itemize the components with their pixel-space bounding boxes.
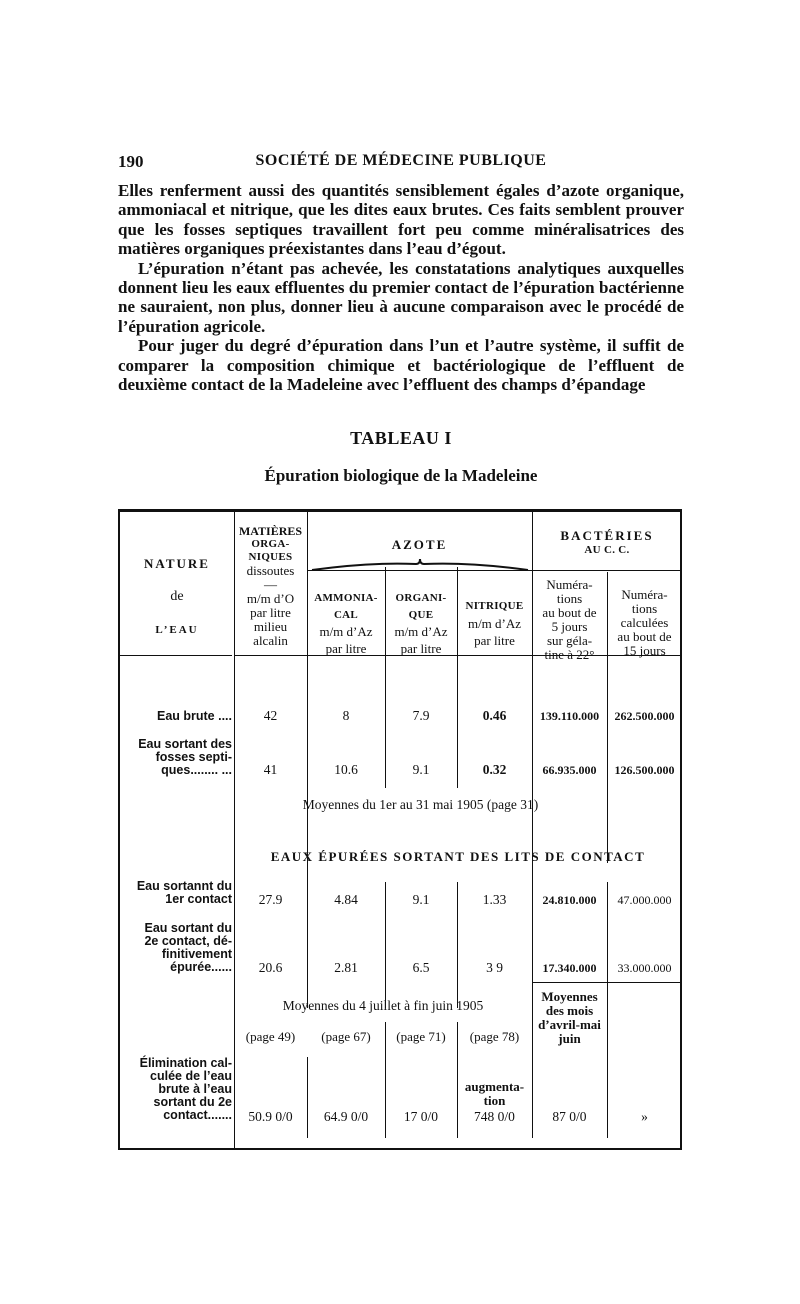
cell-ammoniacal: 2.81	[334, 960, 358, 975]
row-label-line: ques........ ...	[161, 763, 232, 777]
row-label-line: Eau sortant du	[144, 921, 232, 935]
column-rule	[307, 1057, 308, 1138]
cell-numeration: 66.935.000	[542, 763, 597, 777]
header-calculees-line: Numéra-	[621, 587, 668, 602]
header-calculees	[607, 588, 682, 658]
cell-nitrique: 1.33	[482, 892, 507, 907]
header-numeration-line: 5 jours	[551, 619, 588, 634]
moyennes-avril-line: Moyennes	[541, 989, 598, 1004]
row-label	[124, 710, 232, 723]
header-ammoniacal	[307, 592, 385, 656]
header-matieres-line: m/m d’O	[246, 591, 295, 606]
header-calculees-line: 15 jours	[623, 643, 666, 658]
header-calculees-line: tions	[631, 601, 658, 616]
header-matieres-line: —	[264, 577, 277, 592]
row-label-line: finitivement	[161, 947, 232, 961]
row-label	[124, 880, 232, 906]
row-label-line: 2e contact, dé-	[144, 934, 232, 948]
row-label-line: Eau sortant des	[138, 737, 232, 751]
header-bacteries: BACTÉRIES	[560, 528, 654, 543]
moyennes-avril-line: juin	[558, 1031, 581, 1046]
cell-ammoniacal: 10.6	[334, 762, 358, 777]
cell-numeration: 87 0/0	[552, 1109, 587, 1124]
header-numeration-line: au bout de	[542, 605, 597, 620]
cell-ammoniacal: 64.9 0/0	[323, 1109, 369, 1124]
header-organique-line: par litre	[400, 641, 442, 656]
row-label-line: brute à l’eau	[158, 1082, 232, 1096]
cell-nitrique: 3 9	[486, 960, 503, 975]
cell-matieres: 41	[263, 762, 278, 777]
cell-organique: 9.1	[412, 892, 430, 907]
cell-calculees: 33.000.000	[617, 961, 672, 975]
header-ammoniacal-line: AMMONIA-	[314, 592, 378, 604]
header-organique-line: QUE	[408, 609, 434, 621]
page-ref: (page 67)	[321, 1029, 371, 1044]
header-ammoniacal-line: CAL	[333, 609, 359, 621]
page-ref: (page 78)	[469, 1029, 520, 1044]
augmentation-line: tion	[483, 1093, 506, 1108]
header-calculees-line: au bout de	[617, 629, 672, 644]
cell-organique: 9.1	[412, 762, 430, 777]
cell-numeration: 24.810.000	[542, 893, 597, 907]
table-subtitle: Épuration biologique de la Madeleine	[264, 466, 538, 485]
cell-calculees: »	[641, 1109, 648, 1124]
header-organique	[385, 592, 457, 656]
header-nitrique-line: par litre	[474, 633, 515, 648]
header-numeration-line: sur géla-	[546, 633, 593, 648]
moyennes-mai: Moyennes du 1er au 31 mai 1905 (page 31)	[302, 797, 539, 812]
header-matieres	[234, 524, 307, 648]
row-label-line: contact.......	[163, 1108, 232, 1122]
row-label	[124, 1057, 232, 1122]
cell-organique: 6.5	[412, 960, 430, 975]
header-nature: NATURE	[144, 556, 210, 571]
paragraph: L’épuration n’étant pas achevée, les constatations analytiques auxquelles donnent lieu les eaux effluentes du premier contact de l’épuration bactérienne ne sauraient, non plus, donner lieu à aucune comparaison avec le procédé de l’épuration agricole.	[118, 258, 684, 336]
data-table	[118, 509, 682, 1150]
header-numeration-line: tions	[556, 591, 583, 606]
page-ref: (page 71)	[396, 1029, 446, 1044]
header-nitrique-line: NITRIQUE	[465, 600, 524, 612]
header-numeration-line: Numéra-	[546, 577, 593, 592]
header-matieres-line: milieu	[253, 619, 288, 634]
row-label-line: Eau brute ....	[156, 709, 232, 723]
cell-calculees: 47.000.000	[617, 893, 672, 907]
row-label-line: épurée......	[170, 960, 232, 974]
column-rule	[607, 882, 608, 1138]
header-organique-line: ORGANI-	[395, 592, 447, 604]
cell-nitrique: 748 0/0	[474, 1109, 515, 1124]
row-label-line: fosses septi-	[155, 750, 232, 764]
cell-numeration: 17.340.000	[542, 961, 597, 975]
cell-nitrique: 0.32	[482, 762, 507, 777]
paragraph: Elles renferment aussi des quantités sensiblement égales d’azote organique, ammoniacal et nitrique, que les dites eaux brutes. Ces faits semblent prouver que les fosses septiques travaillent fort peu comme minéralisatrices des matières organiques préexistantes dans l’eau d’égout.	[118, 181, 684, 259]
cell-organique: 7.9	[412, 708, 430, 723]
header-bacteries-unit: AU C. C.	[584, 544, 630, 556]
cell-nitrique: 0.46	[482, 708, 507, 723]
cell-matieres: 27.9	[258, 892, 283, 907]
cell-organique: 17 0/0	[403, 1109, 439, 1124]
augmentation-line: augmenta-	[464, 1079, 525, 1094]
cell-matieres: 20.6	[258, 960, 283, 975]
cell-ammoniacal: 4.84	[334, 892, 358, 907]
cell-calculees: 262.500.000	[614, 709, 675, 723]
header-matieres-line: alcalin	[253, 633, 288, 648]
page-ref: (page 49)	[245, 1029, 296, 1044]
header-matieres-line: par litre	[250, 605, 291, 620]
row-rule	[532, 982, 682, 983]
header-matieres-line: MATIÈRES	[238, 524, 303, 538]
header-numeration	[532, 578, 607, 662]
page-number: 190	[118, 152, 144, 171]
cell-ammoniacal: 8	[342, 708, 350, 723]
running-head	[118, 152, 684, 174]
header-organique-line: m/m d’Az	[394, 624, 448, 639]
body-text	[118, 181, 684, 394]
header-nitrique	[457, 600, 532, 648]
cell-calculees: 126.500.000	[614, 763, 675, 777]
row-label-line: Élimination cal-	[139, 1056, 232, 1070]
table-title: TABLEAU I	[350, 428, 452, 448]
row-label-line: 1er contact	[165, 892, 232, 906]
section-title: EAUX ÉPURÉES SORTANT DES LITS DE CONTACT	[270, 849, 646, 864]
row-label	[124, 738, 232, 777]
cell-matieres: 42	[263, 708, 278, 723]
moyennes-juillet: Moyennes du 4 juillet à fin juin 1905	[282, 998, 484, 1013]
header-nature-de: de	[170, 589, 184, 604]
header-numeration-line: tine à 22°	[544, 647, 595, 662]
nitrique-augmentation	[457, 1080, 532, 1108]
header-azote: AZOTE	[391, 537, 448, 552]
moyennes-avril-mai	[532, 990, 607, 1046]
header-nitrique-line: m/m d’Az	[467, 616, 522, 631]
header-ammoniacal-line: m/m d’Az	[319, 624, 373, 639]
column-rule	[307, 512, 308, 888]
header-nature-eau: L’EAU	[155, 624, 199, 636]
header-matieres-line: dissoutes	[246, 563, 295, 578]
row-label-line: sortant du 2e	[153, 1095, 232, 1109]
moyennes-avril-line: d’avril-mai	[538, 1017, 601, 1032]
azote-brace	[310, 558, 530, 572]
cell-matieres: 50.9 0/0	[248, 1109, 293, 1124]
header-ammoniacal-line: par litre	[325, 641, 367, 656]
journal-title: SOCIÉTÉ DE MÉDECINE PUBLIQUE	[255, 152, 547, 169]
cell-numeration: 139.110.000	[539, 709, 600, 723]
row-label-line: culée de l’eau	[150, 1069, 232, 1083]
header-matieres-line: NIQUES	[248, 551, 293, 563]
header-matieres-line: ORGA-	[251, 538, 290, 550]
header-rule	[120, 655, 232, 656]
moyennes-avril-line: des mois	[545, 1003, 594, 1018]
paragraph: Pour juger du degré d’épuration dans l’un et l’autre système, il suffit de comparer la composition chimique et bactériologique de l’effluent de deuxième contact de la Madeleine avec l’effluent des champs d’épandage	[118, 336, 684, 395]
row-label	[124, 922, 232, 974]
row-label-line: Eau sortannt du	[136, 879, 232, 893]
header-calculees-line: calculées	[620, 615, 669, 630]
bacteries-rule	[532, 570, 682, 571]
